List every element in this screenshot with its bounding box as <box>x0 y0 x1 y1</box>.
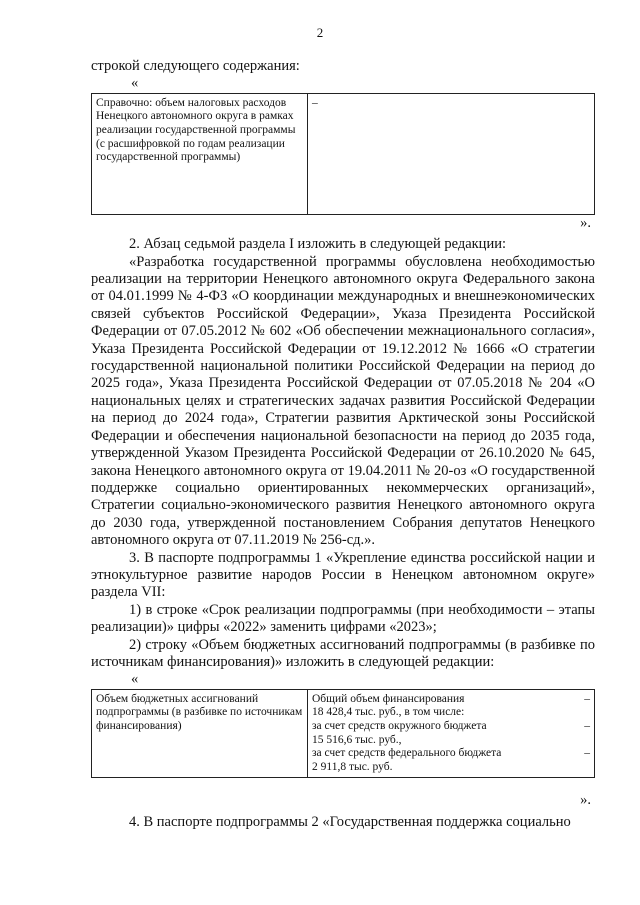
quote-close-2: ». <box>580 792 591 809</box>
item-2-title: 2. Абзац седьмой раздела I изложить в следующей редакции: <box>129 236 506 253</box>
item-3-1: 1) в строке «Срок реализации подпрограммы (при необходимости – этапы реализации)» цифры «2022» заменить цифрами «2023»; <box>91 601 595 636</box>
budget-table <box>91 689 595 779</box>
item-3-2: 2) строку «Объем бюджетных ассигнований подпрограммы (в разбивке по источникам финансирования)» изложить в следующей редакции: <box>91 636 595 670</box>
finance-line: за счет средств окружного бюджета – <box>312 719 590 732</box>
table-row <box>92 93 595 214</box>
finance-line: 2 911,8 тыс. руб. <box>312 760 393 773</box>
table-cell-label: Объем бюджетных ассигнований подпрограммы (в разбивке по источникам финансирования) <box>92 689 308 778</box>
item-2-text: «Разработка государственной программы обусловлена необходимостью реализации на территории Ненецкого автономного округа Федерального закона от 04.01.1999 № 4-ФЗ «О координации международных и внешнеэкономических связей субъектов Российской Федерации», Указа Президента Российской Федерации от 07.05.2012 № 602 «Об обеспечении межнационального согласия», Указа Президента Российской Федерации от 19.12.2012 № 1666 «О стратегии государственной национальной политики Российской Федерации на период до 2025 года», Указа Президента Российской Федерации от 07.05.2018 № 204 «О национальных целях и стратегических задачах развития Российской Федерации на период до 2024 года», Стратегии развития Арктической зоны Российской Федерации и обеспечения национальной безопасности на период до 2035 года, утвержденной Указом Президента Российской Федерации от 26.10.2020 № 645, закона Ненецкого автономного округа от 19.04.2011 № 20-оз «О государственной поддержке социально ориентированных некоммерческих организаций», Стратегии социально-экономического развития Ненецкого автономного округа до 2030 года, утвержденной постановлением Собрания депутатов Ненецкого автономного округа от 07.11.2019 № 256-сд.». <box>91 253 595 549</box>
quote-open-2: « <box>131 671 139 688</box>
table-cell-value <box>308 689 595 778</box>
quote-open: « <box>131 75 139 92</box>
finance-line: за счет средств федерального бюджета – <box>312 747 590 760</box>
table-cell-value: – <box>308 93 595 214</box>
quote-close: ». <box>580 214 591 231</box>
document-body <box>91 58 595 831</box>
tax-expenses-table <box>91 93 595 215</box>
page-number: 2 <box>316 25 324 40</box>
finance-line: 15 516,6 тыс. руб., <box>312 733 402 746</box>
finance-line: 18 428,4 тыс. руб., в том числе: <box>312 706 465 719</box>
item-4-text: 4. В паспорте подпрограммы 2 «Государственная поддержка социально <box>129 813 571 830</box>
item-3-text: 3. В паспорте подпрограммы 1 «Укрепление единства российской нации и этнокультурное развитие народов России в Ненецком автономном округе» раздела VII: <box>91 549 595 601</box>
finance-line: Общий объем финансирования – <box>312 692 590 705</box>
intro-line: строкой следующего содержания: <box>91 58 300 74</box>
table-cell-label: Справочно: объем налоговых расходов Ненецкого автономного округа в рамках реализации государственной программы (с расшифровкой по годам реализации государственной программы) <box>92 93 308 214</box>
table-row <box>92 689 595 778</box>
